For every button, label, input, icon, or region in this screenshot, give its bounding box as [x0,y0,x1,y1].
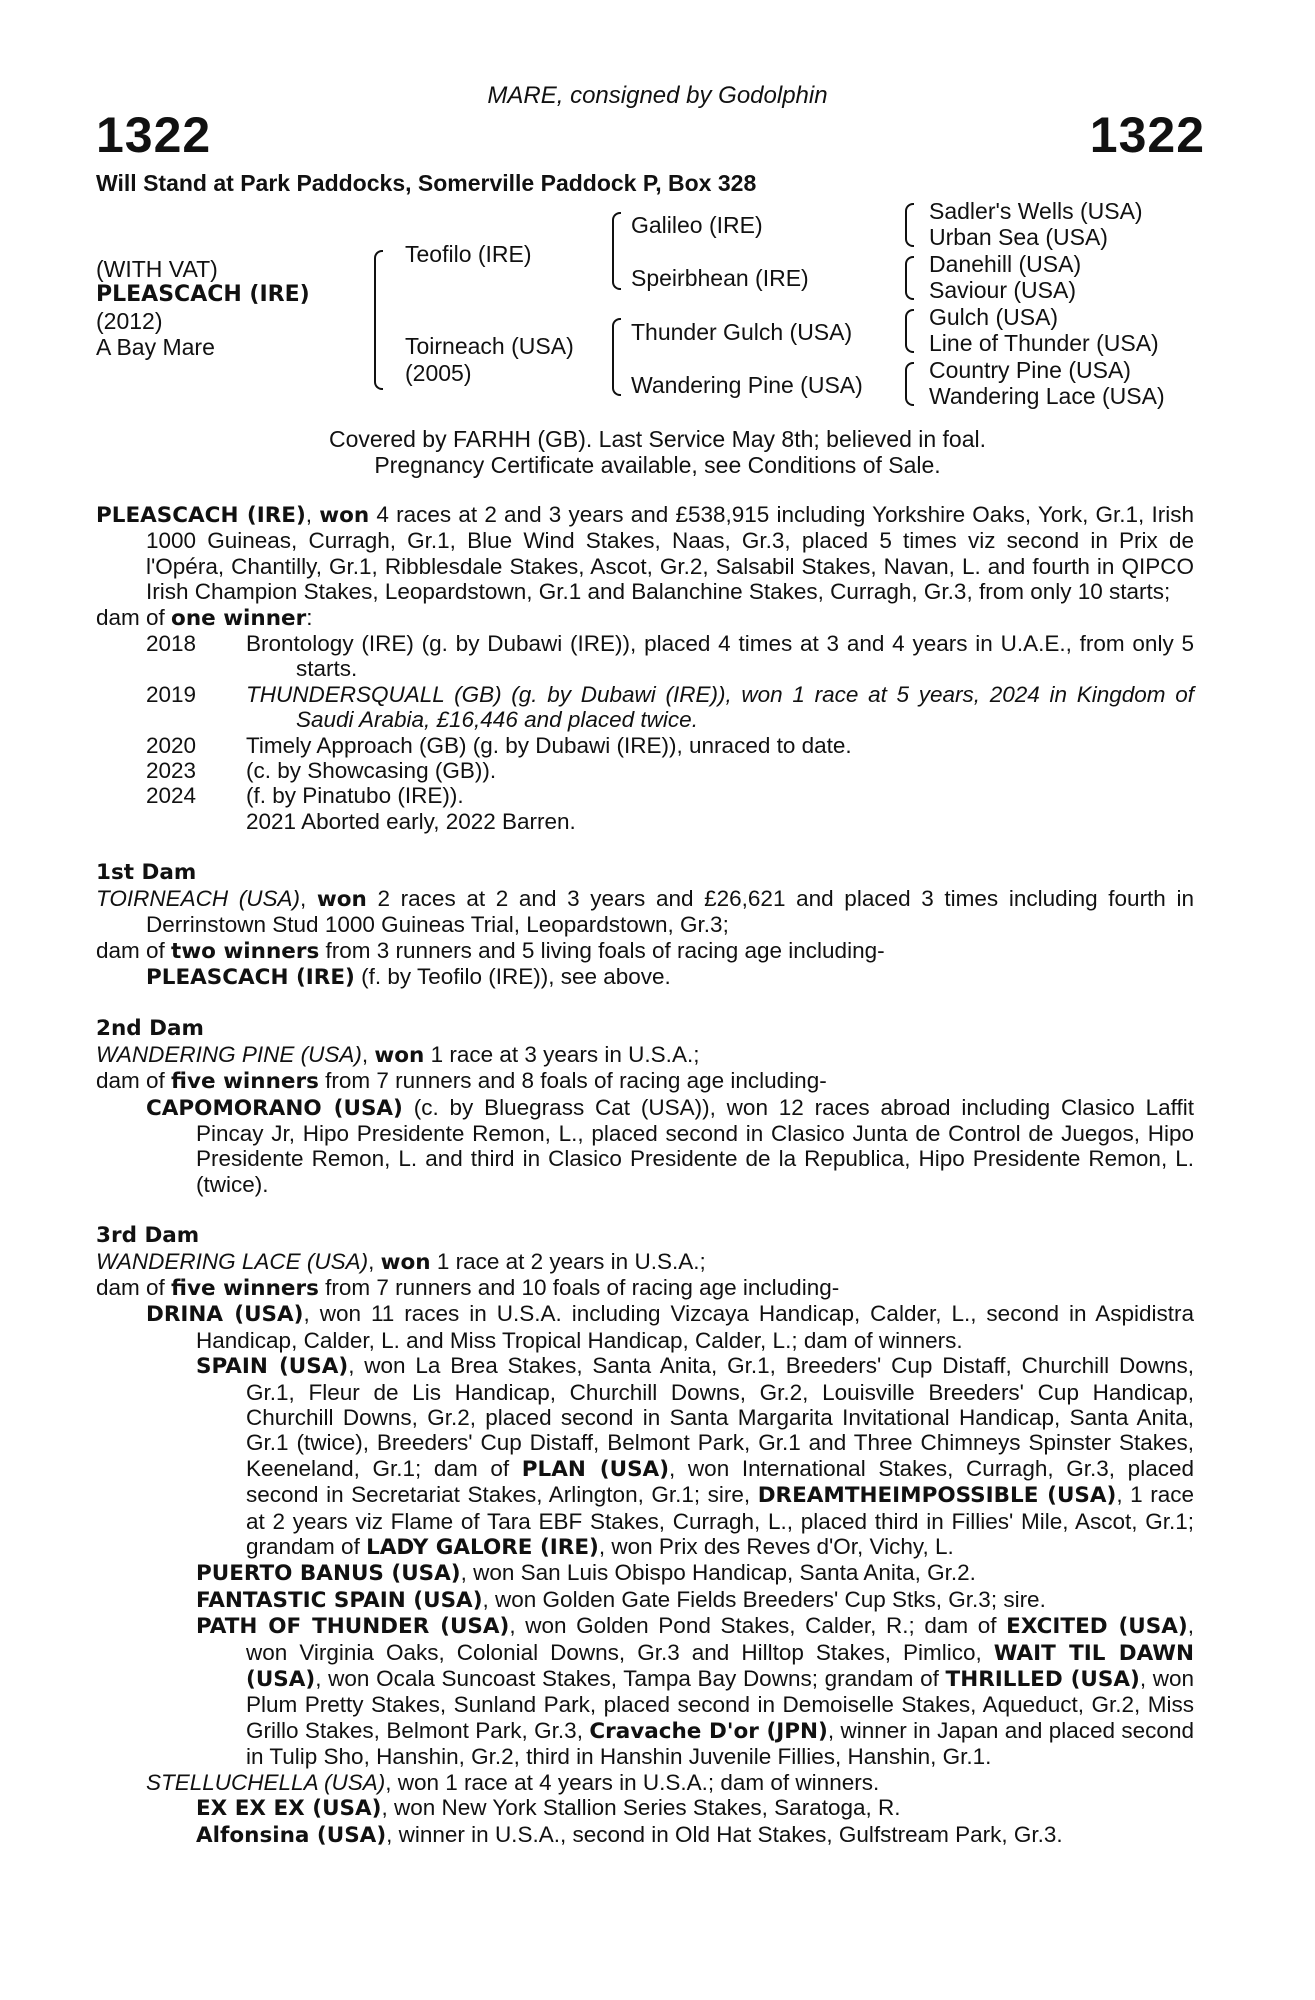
progeny-text: , winner in U.S.A., second in Old Hat Stakes, Gulfstream Park, Gr.3. [386,1821,1063,1847]
pedigree-brace [905,309,913,353]
progeny-name: PATH OF THUNDER (USA) [196,1614,510,1640]
dam-dam-dam: Wandering Lace (USA) [929,383,1165,409]
produce-row [96,682,1194,733]
winners-count: five winners [171,1275,319,1301]
stabling-line: Will Stand at Park Paddocks, Somerville Paddock P, Box 328 [96,170,757,196]
dam-of-label: dam of [96,1068,172,1094]
progeny-text: (c. by Bluegrass Cat (USA)), won 12 races abroad including Clasico Laffit Pincay Jr, Hipo Presidente Remon, L., placed second in Clasico Junta de Control de Juegos, Hipo Presidente Remon, L. and third in Clasico Presidente de la Republica, Hipo Presidente Remon, L. (twice). [196,1094,1194,1197]
second-dam-text: 1 race at 3 years in U.S.A.; [424,1041,700,1067]
sire-sire-dam: Urban Sea (USA) [929,224,1108,250]
progeny-alfonsina [96,1822,1194,1848]
produce-row [96,783,1194,808]
produce-text: 2021 Aborted early, 2022 Barren. [246,808,576,834]
consignor-line: MARE, consigned by Godolphin [487,82,828,109]
progeny-spain [96,1353,1194,1560]
race-record-text: 4 races at 2 and 3 years and £538,915 including Yorkshire Oaks, York, Gr.1, Irish 1000 Guineas, Curragh, Gr.1, Blue Wind Stakes, Naas, Gr.3, placed 5 times viz second in Prix de l'Opéra, Chantilly, Gr.1, Ribblesdale Stakes, Ascot, Gr.2, Salsabil Stakes, Navan, L. and fourth in QIPCO Irish Champion Stakes, Leopardstown, Gr.1 and Balanchine Stakes, Curragh, Gr.3, from only 10 starts; [146,502,1194,605]
winners-count: two winners [171,938,320,964]
third-dam-produce-summary [96,1275,1194,1301]
won-label: won [380,1249,431,1275]
pedigree-brace [905,362,913,406]
lot-number-right: 1322 [1089,107,1205,163]
pedigree-brace [905,203,913,247]
produce-year [96,809,246,834]
progeny-text: (f. by Teofilo (IRE)), see above. [354,963,671,989]
produce-row [96,733,1194,758]
horse-year: (2012) [96,308,163,334]
produce-text: (f. by Pinatubo (IRE)). [246,783,464,809]
second-dam-heading: 2nd Dam [96,1016,204,1042]
progeny-fantastic-spain [96,1587,1194,1613]
produce-year: 2020 [146,732,197,758]
dam-of-label: dam of [96,1274,172,1300]
progeny-text: , won La Brea Stakes, Santa Anita, Gr.1, Breeders' Cup Distaff, Churchill Downs, Gr.1, Fleur de Lis Handicap, Churchill Downs, Gr.2, Louisville Breeders' Cup Handicap, Churchill Downs, Gr.2, placed second in Santa Margarita Invitational Handicap, Santa Anita, Gr.1 (twice), Breeders' Cup Distaff, Belmont Park, Gr.1 and Three Chimneys Spinster Stakes, Keeneland, Gr.1; dam of [246,1353,1194,1481]
produce-row [96,631,1194,682]
descendant-text: , won International Stakes, Curragh, Gr.3, placed second in Secretariat Stakes, Arlington, Gr.1; sire, [246,1455,1194,1508]
descendant-name: Cravache D'or (JPN) [589,1718,828,1744]
progeny-text: , won 11 races in U.S.A. including Vizcaya Handicap, Calder, L., second in Aspidistra Handicap, Calder, L. and Miss Tropical Handicap, Calder, L.; dam of winners. [196,1301,1194,1353]
descendant-name: WAIT TIL DAWN (USA) [246,1640,1194,1693]
produce-row [96,758,1194,783]
progeny-name: DRINA (USA) [146,1302,304,1328]
dam-of-label: dam of [96,937,172,963]
descendant-text: , won Plum Pretty Stakes, Sunland Park, placed second in Demoiselle Stakes, Aqueduct, Gr.2, Miss Grillo Stakes, Belmont Park, Gr.3, [246,1666,1195,1743]
sire-dam-sire: Danehill (USA) [929,251,1082,277]
progeny-name: EX EX EX (USA) [196,1796,382,1822]
produce-year: 2019 [146,681,197,707]
descendant-name: EXCITED (USA) [1006,1614,1188,1640]
progeny-name: FANTASTIC SPAIN (USA) [196,1587,483,1613]
produce-summary-text: from 3 runners and 5 living foals of racing age including- [319,937,885,963]
produce-text: Timely Approach (GB) (g. by Dubawi (IRE)), unraced to date. [246,732,852,758]
descendant-text: , won Virginia Oaks, Colonial Downs, Gr.3 and Hilltop Stakes, Pimlico, [246,1613,1194,1665]
dam-sire-dam: Line of Thunder (USA) [929,330,1159,356]
produce-summary-text: from 7 runners and 8 foals of racing age including- [318,1068,827,1094]
progeny-drina [96,1301,1194,1353]
won-label: won [319,503,370,528]
dam-year: (2005) [405,360,472,386]
produce-year: 2024 [146,783,197,809]
winners-count: five winners [171,1069,319,1095]
progeny-text: , won Golden Pond Stakes, Calder, R.; dam of [509,1613,1007,1639]
progeny-name: Alfonsina (USA) [196,1822,387,1848]
sire-dam-dam: Saviour (USA) [929,277,1076,303]
third-dam-record: WANDERING LACE (USA), won 1 race at 2 years in U.S.A.; [96,1248,706,1275]
descendant-name: DREAMTHEIMPOSSIBLE (USA) [757,1483,1117,1509]
descendant-text: , 1 race at 2 years viz Flame of Tara EBF Stakes, Curragh, L., placed third in Fillies' Mile, Ascot, Gr.1; grandam of [246,1482,1194,1560]
produce-year: 2018 [146,631,197,657]
horse-name: PLEASCACH (IRE) [96,282,310,307]
progeny-name: PLEASCACH (IRE) [146,964,355,990]
descendant-name: LADY GALORE (IRE) [366,1535,599,1561]
covering-note: Covered by FARHH (GB). Last Service May 8th; believed in foal. [328,426,987,452]
winners-count: one winner [171,605,307,631]
descendant-text: , won Prix des Reves d'Or, Vichy, L. [598,1534,954,1560]
second-dam-produce-summary [96,1068,1194,1094]
progeny-text: , won Golden Gate Fields Breeders' Cup Stks, Gr.3; sire. [482,1586,1046,1612]
horse-name-bold: PLEASCACH (IRE) [96,503,306,528]
descendant-name: PLAN (USA) [521,1456,670,1482]
progeny-name: STELLUCHELLA (USA) [146,1769,386,1795]
produce-list [96,631,1194,834]
first-dam-record: TOIRNEACH (USA), won 2 races at 2 and 3 years and £26,621 and placed 3 times including fourth in Derrinstown Stud 1000 Guineas Trial, Leopardstown, Gr.3; [96,885,1194,938]
progeny-name: PUERTO BANUS (USA) [196,1561,461,1587]
produce-text: Brontology (IRE) (g. by Dubawi (IRE)), placed 4 times at 3 and 4 years in U.A.E., from only 5 starts. [246,631,1194,682]
pedigree-brace [374,250,382,390]
produce-summary-text: from 7 runners and 10 foals of racing age including- [318,1274,840,1300]
race-record: PLEASCACH (IRE), won 4 races at 2 and 3 years and £538,915 including Yorkshire Oaks, York, Gr.1, Irish 1000 Guineas, Curragh, Gr.1, Blue Wind Stakes, Naas, Gr.3, placed 5 times viz second in Prix de l'Opéra, Chantilly, Gr.1, Ribblesdale Stakes, Ascot, Gr.2, Salsabil Stakes, Navan, L. and fourth in QIPCO Irish Champion Stakes, Leopardstown, Gr.1 and Balanchine Stakes, Curragh, Gr.3, from only 10 starts; [96,502,1194,605]
colon: : [306,604,313,630]
progeny-stelluchella [96,1770,1194,1795]
pedigree-brace [905,256,913,300]
third-dam-heading: 3rd Dam [96,1223,200,1249]
progeny-text: , won 1 race at 4 years in U.S.A.; dam of winners. [385,1769,880,1795]
progeny-name: SPAIN (USA) [196,1354,349,1380]
dam-sire: Thunder Gulch (USA) [631,319,853,345]
pregnancy-note: Pregnancy Certificate available, see Conditions of Sale. [374,452,941,478]
horse-description: A Bay Mare [96,334,215,360]
won-label: won [374,1042,425,1068]
pedigree-brace [612,212,620,290]
progeny-ex-ex-ex [96,1795,1194,1821]
produce-text: (c. by Showcasing (GB)). [246,758,497,784]
dam-dam: Wandering Pine (USA) [631,372,863,398]
catalogue-body [96,502,1194,1848]
dam-dam-sire: Country Pine (USA) [929,357,1131,383]
dam-name: Toirneach (USA) [405,333,574,359]
first-dam-produce-summary [96,938,1194,964]
sire-sire-sire: Sadler's Wells (USA) [929,198,1143,224]
descendant-text: , won Ocala Suncoast Stakes, Tampa Bay Downs; grandam of [315,1666,946,1692]
descendant-text: , winner in Japan and placed second in Tulip Sho, Hanshin, Gr.2, third in Hanshin Juvenile Fillies, Hanshin, Gr.1. [246,1717,1194,1770]
sire-sire: Galileo (IRE) [631,212,763,238]
sire-name: Teofilo (IRE) [405,241,532,267]
second-dam-record: WANDERING PINE (USA), won 1 race at 3 years in U.S.A.; [96,1041,700,1068]
third-dam-text: 1 race at 2 years in U.S.A.; [430,1248,706,1274]
third-dam-name: WANDERING LACE (USA) [96,1248,369,1274]
produce-row [96,809,1194,834]
dam-of-label: dam of [96,604,172,630]
dam-of-line [96,605,1194,631]
first-dam-heading: 1st Dam [96,860,197,886]
progeny-text: , won San Luis Obispo Handicap, Santa Anita, Gr.2. [460,1560,976,1586]
second-dam-name: WANDERING PINE (USA) [96,1041,362,1067]
second-dam-progeny [96,1095,1194,1198]
won-label: won [316,886,367,912]
produce-text: THUNDERSQUALL (GB) (g. by Dubawi (IRE)), won 1 race at 5 years, 2024 in Kingdom of Saudi Arabia, £16,446 and placed twice. [246,681,1194,733]
first-dam-progeny [96,964,1194,990]
dam-sire-sire: Gulch (USA) [929,304,1059,330]
first-dam-name: TOIRNEACH (USA) [96,885,300,911]
progeny-name: CAPOMORANO (USA) [146,1095,403,1121]
first-dam-text: 2 races at 2 and 3 years and £26,621 and placed 3 times including fourth in Derrinstown Stud 1000 Guineas Trial, Leopardstown, Gr.3; [146,885,1194,938]
vat-label: (WITH VAT) [96,256,218,282]
produce-year: 2023 [146,758,197,784]
descendant-name: THRILLED (USA) [945,1667,1140,1693]
progeny-text: , won New York Stallion Series Stakes, Saratoga, R. [381,1795,901,1821]
progeny-path-of-thunder [96,1613,1194,1769]
pedigree-brace [612,318,620,396]
sire-dam: Speirbhean (IRE) [631,265,809,291]
progeny-puerto-banus [96,1560,1194,1586]
lot-number-left: 1322 [96,107,212,163]
